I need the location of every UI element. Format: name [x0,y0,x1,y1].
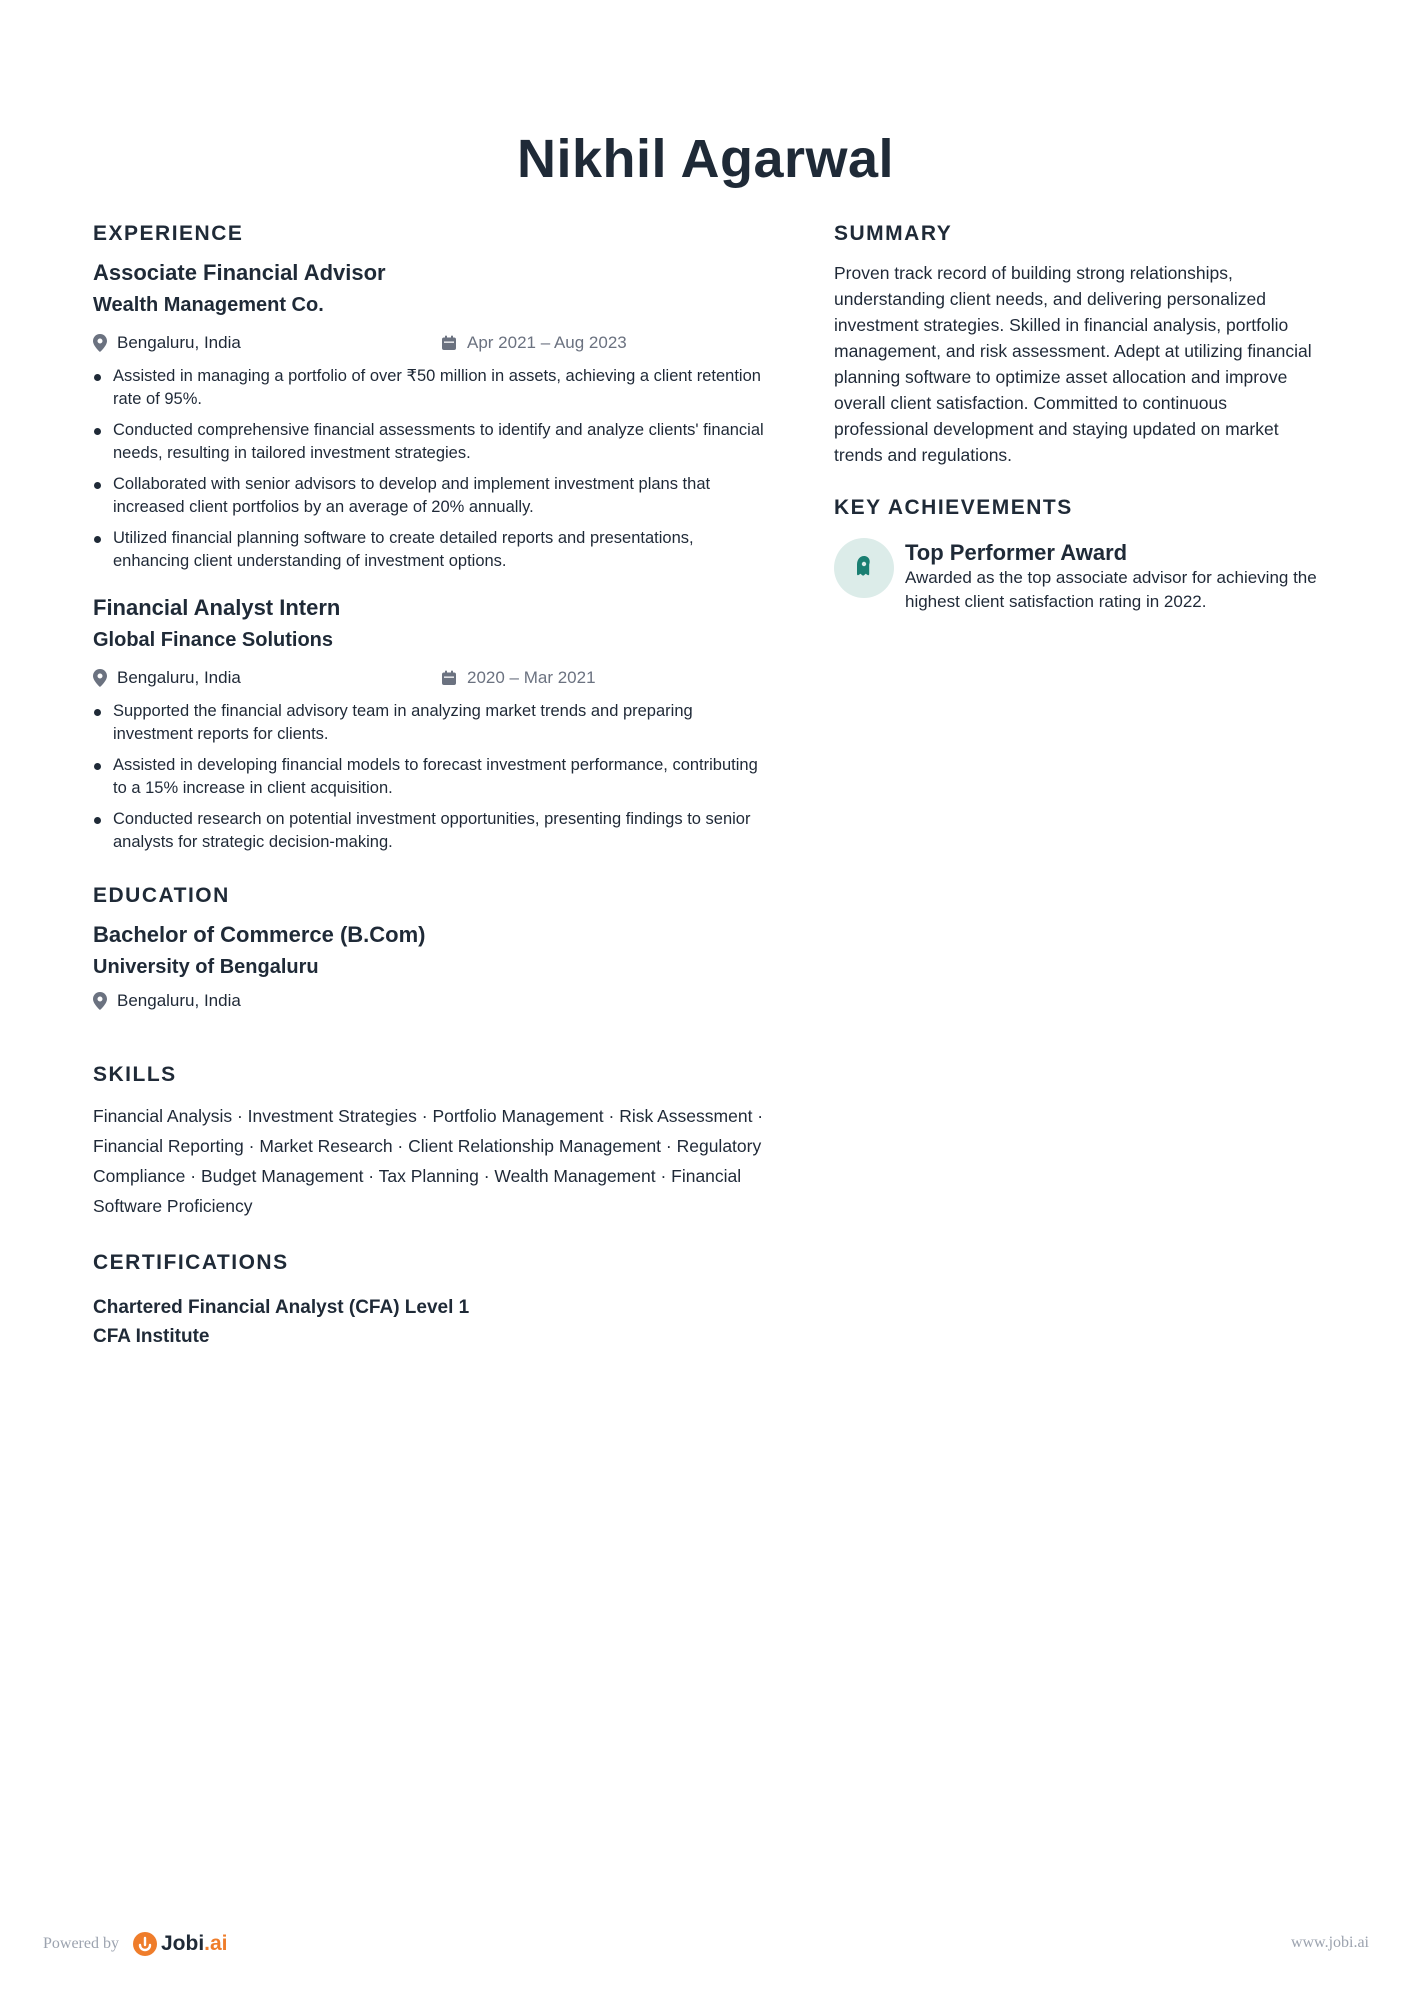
calendar-icon [441,335,457,351]
brand-main: Jobi [160,1932,205,1955]
right-column [834,222,1320,614]
jobi-logo[interactable] [133,1932,228,1956]
education-meta [93,989,773,1013]
summary-text: Proven track record of building strong relationships, understanding client needs, and delivering personalized investment strategies. Skilled in financial analysis, portfolio management, and risk assessment. Adept at utilizing financial planning software to optimize asset allocation and improve overall client satisfaction. Committed to continuous professional development and staying updated on market trends and regulations. [834,263,1312,465]
degree-name: Bachelor of Commerce (B.Com) [93,922,426,947]
footer-powered-by [43,1932,228,1956]
job-dates-text: Apr 2021 – Aug 2023 [467,333,627,352]
achievement-title: Top Performer Award [905,540,1128,565]
job-bullet: Conducted comprehensive financial assessments to identify and analyze clients' financial needs, resulting in tailored investment strategies. [93,419,773,465]
company-name: Global Finance Solutions [93,629,334,651]
location-pin-icon [93,334,107,352]
candidate-name: Nikhil Agarwal [516,129,895,189]
footer-url[interactable]: www.jobi.ai [1290,1934,1369,1951]
education-location-text: Bengaluru, India [117,991,241,1010]
left-column [93,222,773,1351]
job-bullets [93,365,773,573]
certification-issuer: CFA Institute [93,1326,210,1347]
calendar-icon [441,670,457,686]
award-icon [834,538,894,598]
job-title: Associate Financial Advisor [93,260,386,285]
job-bullet: Supported the financial advisory team in analyzing market trends and preparing investment reports for clients. [93,700,773,746]
job-bullet: Utilized financial planning software to create detailed reports and presentations, enhancing client understanding of investment options. [93,527,773,573]
location-pin-icon [93,992,107,1010]
job-bullet: Collaborated with senior advisors to develop and implement investment plans that increased client portfolios by an average of 20% annually. [93,473,773,519]
company-name: Wealth Management Co. [93,294,324,316]
job-dates [441,333,627,353]
job-dates-text: 2020 – Mar 2021 [467,668,596,687]
job-location-text: Bengaluru, India [117,333,241,352]
job-bullet: Assisted in developing financial models to forecast investment performance, contributing to a 15% increase in client acquisition. [93,754,773,800]
achievement-item [834,538,1320,614]
powered-by-label: Powered by [43,1935,119,1952]
education-location [93,991,441,1011]
job-dates [441,668,596,688]
job-meta [93,666,773,690]
brand-suffix: .ai [204,1932,228,1955]
skills-heading: SKILLS [93,1063,177,1086]
certifications-heading: CERTIFICATIONS [93,1251,289,1274]
location-pin-icon [93,669,107,687]
skills-list: Financial Analysis · Investment Strategies · Portfolio Management · Risk Assessment · Financial Reporting · Market Research · Client Relationship Management · Regulatory Compliance · Budget Management · Tax Planning · Wealth Management · Financial Software Proficiency [93,1106,764,1216]
summary-heading: SUMMARY [834,222,953,245]
certification-name: Chartered Financial Analyst (CFA) Level 1 [93,1297,470,1318]
experience-heading: EXPERIENCE [93,222,244,245]
education-heading: EDUCATION [93,884,230,907]
job-entry [93,260,773,573]
achievement-body [905,538,1320,614]
job-bullets [93,700,773,854]
job-location [93,333,441,353]
job-bullet: Assisted in managing a portfolio of over ₹50 million in assets, achieving a client retention rate of 95%. [93,365,773,411]
achievements-heading: KEY ACHIEVEMENTS [834,496,1073,519]
job-meta [93,331,773,355]
job-entry [93,595,773,854]
job-location-text: Bengaluru, India [117,668,241,687]
achievement-description: Awarded as the top associate advisor for achieving the highest client satisfaction rating in 2022. [905,568,1317,611]
job-location [93,668,441,688]
job-bullet: Conducted research on potential investment opportunities, presenting findings to senior analysts for strategic decision-making. [93,808,773,854]
job-title: Financial Analyst Intern [93,595,341,620]
jobi-logo-icon [133,1932,157,1956]
school-name: University of Bengaluru [93,956,319,978]
